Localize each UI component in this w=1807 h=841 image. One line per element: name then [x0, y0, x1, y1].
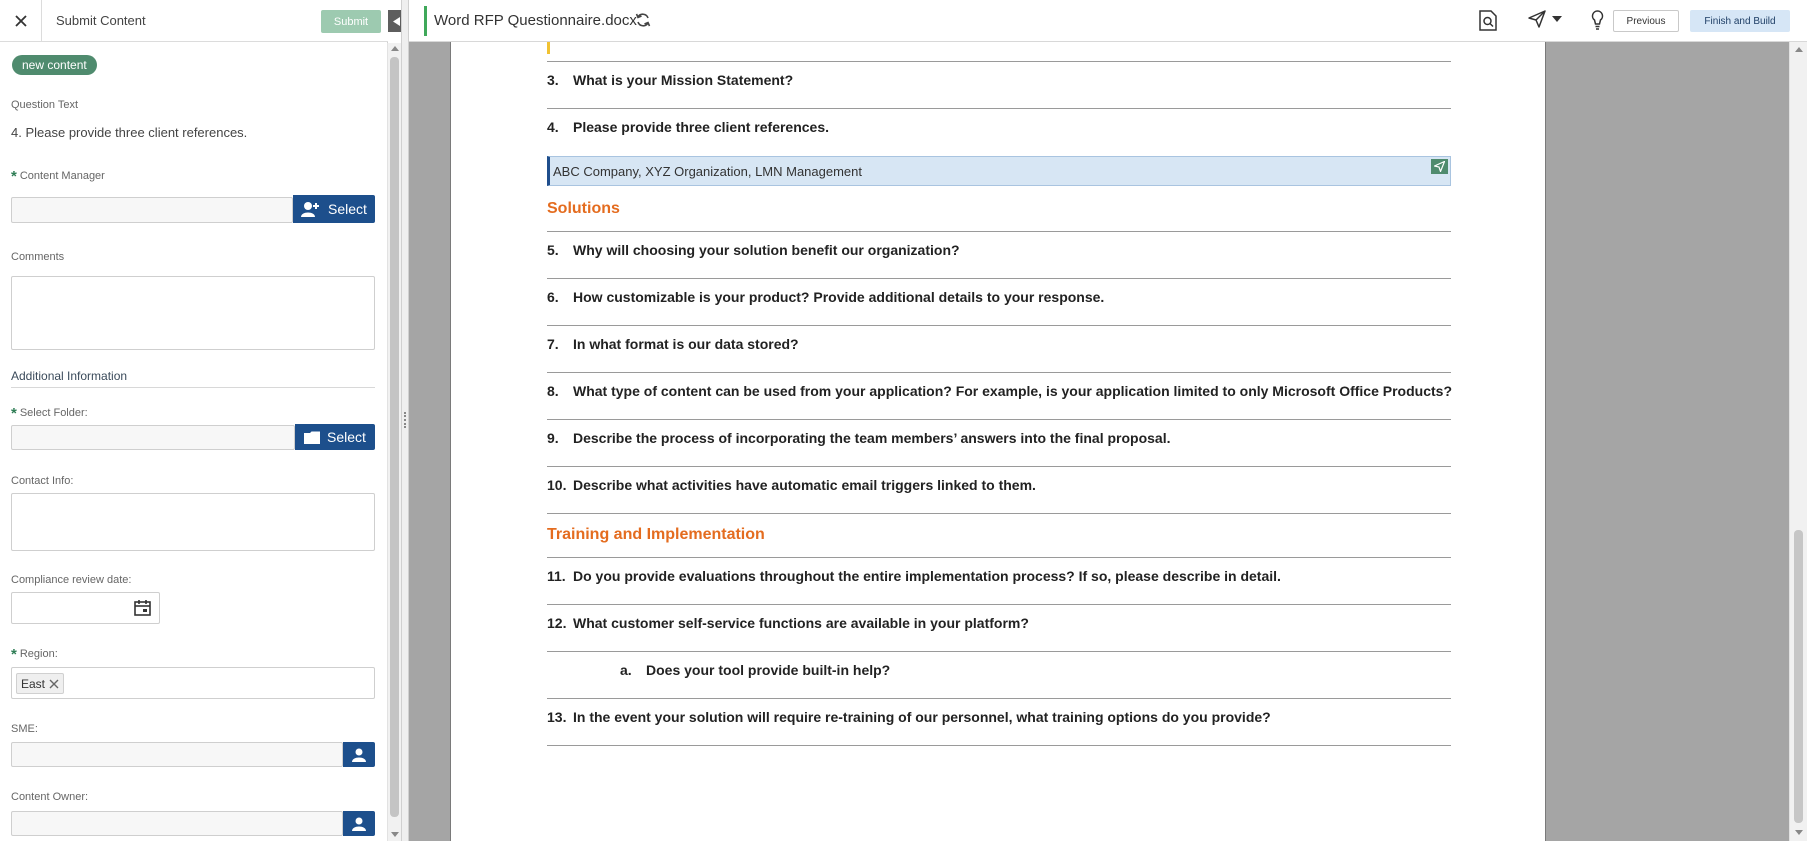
contact-info-label: Contact Info: [11, 475, 74, 487]
question-rule [547, 604, 1451, 605]
remove-tag-icon[interactable] [49, 679, 59, 689]
scrollbar-thumb[interactable] [1794, 530, 1803, 823]
panel-title: Submit Content [56, 13, 146, 28]
sme-label: SME: [11, 723, 38, 735]
comments-label: Comments [11, 251, 65, 263]
document-title: Word RFP Questionnaire.docx [434, 12, 637, 29]
question-7[interactable]: 7. In what format is our data stored? [547, 336, 799, 352]
question-8[interactable]: 8. What type of content can be used from your application? For example, is your application limited to only Microsoft Office Products? [547, 383, 1452, 399]
scroll-up-arrow[interactable] [391, 46, 399, 51]
document-search-button[interactable] [1479, 10, 1497, 31]
scrollbar-thumb[interactable] [390, 57, 399, 817]
send-menu-button[interactable] [1528, 10, 1562, 28]
compliance-date-label: Compliance review date: [11, 574, 132, 586]
question-rule [547, 745, 1451, 746]
submit-button[interactable]: Submit [321, 10, 381, 33]
contact-info-textarea[interactable] [11, 493, 375, 551]
question-text-value: 4. Please provide three client references. [11, 125, 248, 140]
user-icon [352, 817, 366, 831]
question-text-label: Question Text [11, 99, 79, 111]
selected-answer[interactable] [547, 156, 1451, 186]
select-folder-label: * Select Folder: [11, 405, 88, 422]
question-rule [547, 466, 1451, 467]
folder-icon [304, 431, 320, 444]
panel-body [0, 43, 386, 841]
scroll-down-arrow[interactable] [391, 832, 399, 837]
region-tag: East [16, 673, 64, 694]
add-user-icon [301, 201, 321, 217]
question-rule [547, 278, 1451, 279]
panel-header [0, 0, 388, 42]
sme-select-button[interactable] [343, 742, 375, 767]
region-input[interactable] [11, 667, 375, 699]
question-5[interactable]: 5. Why will choosing your solution benefit our organization? [547, 242, 960, 258]
additional-info-heading: Additional Information [11, 369, 128, 383]
content-manager-input[interactable] [11, 197, 293, 223]
question-rule [547, 419, 1451, 420]
section-divider [11, 387, 375, 388]
section-heading-training: Training and Implementation [547, 526, 765, 543]
question-6[interactable]: 6. How customizable is your product? Provide additional details to your response. [547, 289, 1105, 305]
change-marker [547, 42, 550, 54]
comments-textarea[interactable] [11, 276, 375, 350]
content-owner-select-button[interactable] [343, 811, 375, 836]
folder-input[interactable] [11, 425, 295, 450]
section-heading-solutions: Solutions [547, 200, 620, 217]
folder-select-button[interactable]: Select [295, 424, 375, 450]
question-9[interactable]: 9. Describe the process of incorporating the team members’ answers into the final proposal. [547, 430, 1171, 446]
send-icon [1434, 161, 1445, 172]
previous-button[interactable]: Previous [1613, 10, 1679, 32]
finish-and-build-button[interactable]: Finish and Build [1690, 10, 1790, 32]
document-page [450, 42, 1546, 841]
splitter-grip[interactable] [404, 412, 406, 428]
hint-icon [1591, 10, 1604, 30]
panel-splitter[interactable] [401, 0, 409, 841]
question-3[interactable]: 3. What is your Mission Statement? [547, 72, 794, 88]
close-button[interactable] [0, 0, 42, 42]
sync-icon[interactable] [635, 12, 651, 28]
collapse-arrow-icon [393, 17, 400, 26]
user-icon [352, 748, 366, 762]
content-owner-label: Content Owner: [11, 791, 89, 803]
document-scrollbar[interactable] [1789, 42, 1807, 841]
answer-text: ABC Company, XYZ Organization, LMN Management [553, 164, 863, 179]
question-rule [547, 698, 1451, 699]
status-badge: new content [12, 55, 97, 75]
question-rule [547, 61, 1451, 62]
question-13[interactable]: 13. In the event your solution will require re-training of our personnel, what training options do you provide? [547, 709, 1271, 725]
content-manager-label: * Content Manager [11, 168, 105, 185]
question-12a[interactable]: a. Does your tool provide built-in help? [620, 662, 891, 678]
scroll-down-arrow[interactable] [1795, 830, 1803, 835]
sme-input[interactable] [11, 742, 343, 767]
question-rule [547, 325, 1451, 326]
question-rule [547, 557, 1451, 558]
question-rule [547, 108, 1451, 109]
content-manager-select-button[interactable]: Select [293, 195, 375, 223]
calendar-icon[interactable] [134, 599, 151, 616]
question-4[interactable]: 4. Please provide three client references. [547, 119, 830, 135]
question-10[interactable]: 10. Describe what activities have automatic email triggers linked to them. [547, 477, 1036, 493]
document-viewport [409, 42, 1789, 841]
close-icon [14, 14, 28, 28]
hint-button[interactable] [1591, 10, 1604, 30]
question-rule [547, 372, 1451, 373]
question-rule [547, 231, 1451, 232]
question-rule [547, 513, 1451, 514]
question-rule [547, 651, 1451, 652]
scroll-up-arrow[interactable] [1795, 47, 1803, 52]
dropdown-caret-icon [1552, 16, 1562, 22]
question-12[interactable]: 12. What customer self-service functions are available in your platform? [547, 615, 1029, 631]
send-icon [1528, 10, 1546, 28]
submit-content-panel [0, 0, 388, 841]
panel-scrollbar[interactable] [387, 43, 401, 841]
content-owner-input[interactable] [11, 811, 343, 836]
submit-answer-button[interactable] [1431, 159, 1448, 174]
document-toolbar [409, 0, 1807, 42]
region-label: * Region: [11, 646, 58, 663]
document-search-icon [1479, 10, 1497, 31]
question-11[interactable]: 11. Do you provide evaluations throughout the entire implementation process? If so, please describe in detail. [547, 568, 1281, 584]
status-accent [424, 6, 427, 36]
